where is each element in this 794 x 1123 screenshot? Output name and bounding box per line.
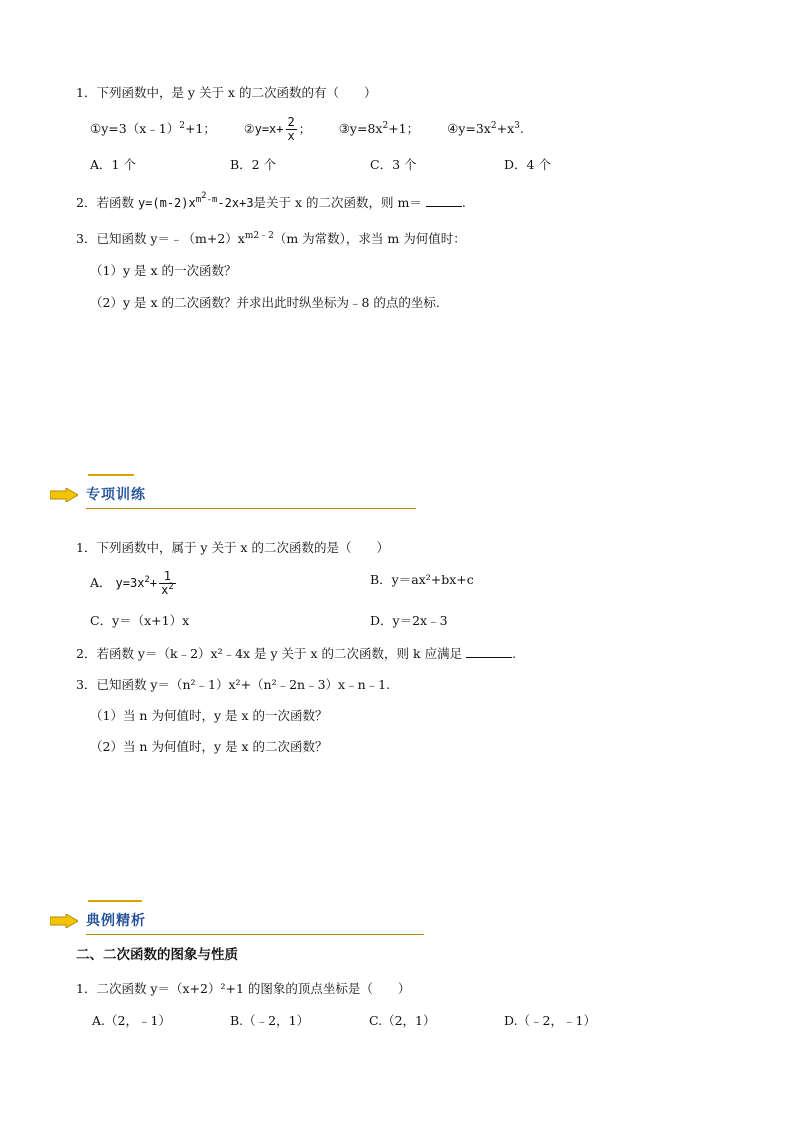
p1-q2-tail: -2x+3 (217, 196, 254, 210)
item-3-b: +1； (388, 121, 420, 136)
p2-q2-answer-blank[interactable] (466, 645, 512, 658)
p2-q1-option-b: B．y＝ax²+bx+c (370, 572, 474, 587)
p2-q1-option-a-fraction (159, 570, 176, 597)
item-1-exp: 2 (179, 120, 185, 131)
p3-q1-option-d: D.（﹣2，﹣1） (504, 1013, 596, 1028)
p1-q2-func: y=(m-2)x (137, 196, 196, 210)
item-1-b: +1； (184, 121, 216, 136)
p1-q2-exp2: 2 (201, 191, 207, 201)
p1-q2-exp3: -m (206, 195, 218, 205)
item-1 (90, 121, 216, 136)
p1-q2-post: 是关于 x 的二次函数，则 m＝ (253, 195, 422, 210)
p2-q1-option-a-exp: 2 (144, 575, 150, 585)
p1-q3-stem-a: 3．已知函数 y＝﹣（m+2）x (76, 231, 245, 246)
p1-q2-function (137, 191, 254, 210)
item-2-b: ； (298, 122, 311, 136)
item-2 (243, 115, 311, 143)
p1-q1-option-a: A．1 个 (90, 157, 136, 172)
section-title-example: 典例精析 (86, 913, 146, 929)
item-3-exp: 2 (382, 120, 389, 131)
section-underline (86, 934, 424, 935)
p3-q1-option-c: C.（2，1） (369, 1013, 436, 1028)
p2-q1-option-a-label: A． (90, 575, 112, 590)
p2-q2 (76, 645, 516, 663)
p3-heading: 二、二次函数的图象与性质 (76, 947, 238, 963)
section-header-example (50, 900, 430, 940)
item-3 (339, 121, 419, 136)
p1-q3-stem (76, 230, 466, 248)
p3-q1-stem: 1．二次函数 y＝（x+2）²+1 的图象的顶点坐标是（ ） (76, 981, 411, 996)
p2-q1-option-a-num: 1 (159, 570, 176, 584)
p2-q1-option-d: D．y＝2x﹣3 (370, 613, 448, 628)
p1-q1-option-b: B．2 个 (230, 157, 277, 172)
p1-q3-stem-b: （m 为常数），求当 m 为何值时： (273, 231, 466, 246)
item-4-exp2: 3 (514, 120, 520, 131)
item-4-a: ④y=3x (447, 121, 491, 136)
p2-q1-option-a-den (159, 584, 176, 597)
arrow-right-icon (50, 488, 78, 502)
section-title-special: 专项训练 (86, 487, 146, 503)
p2-q2-text: 2．若函数 y＝（k﹣2）x²﹣4x 是 y 关于 x 的二次函数，则 k 应满足 (76, 646, 463, 661)
item-3-a: ③y=8x (338, 121, 383, 136)
p2-q1-option-c: C．y＝（x+1）x (90, 613, 190, 628)
p1-q1-option-d: D．4 个 (504, 157, 551, 172)
p2-q1-stem: 1．下列函数中，属于 y 关于 x 的二次函数的是（ ） (76, 540, 389, 555)
p2-q1-option-a-den-exp: 2 (168, 582, 174, 592)
item-4-b: +x (496, 121, 515, 136)
item-4-exp: 2 (490, 120, 497, 131)
p1-q3-exp: m2﹣2 (244, 230, 274, 241)
p1-q1-items (90, 116, 524, 143)
p1-q1-stem: 1．下列函数中，是 y 关于 x 的二次函数的有（ ） (76, 85, 377, 100)
item-2-den: x (287, 129, 295, 143)
item-2-fraction (286, 116, 297, 143)
p1-q3-sub2: （2）y 是 x 的二次函数？并求出此时纵坐标为﹣8 的点的坐标. (90, 295, 440, 310)
p1-q2-answer-blank[interactable] (426, 194, 462, 207)
item-4 (447, 121, 524, 136)
p2-q1-option-a (90, 570, 178, 604)
p1-q3-sub1: （1）y 是 x 的一次函数？ (90, 263, 237, 278)
p2-q3-sub1: （1）当 n 为何值时，y 是 x 的一次函数？ (90, 708, 328, 723)
p1-q2-end: . (461, 195, 466, 210)
section-underline (86, 508, 416, 509)
p1-q1-option-c: C．3 个 (370, 157, 417, 172)
item-4-end: . (519, 121, 524, 136)
item-2-a: ②y=x+ (243, 122, 284, 136)
p2-q2-end: . (512, 646, 517, 661)
p2-q1-option-a-func: y=3x (115, 576, 145, 590)
p2-q3-sub2: （2）当 n 为何值时，y 是 x 的二次函数？ (90, 739, 328, 754)
item-1-a: ①y=3（x﹣1） (90, 121, 180, 136)
section-topline (88, 474, 134, 476)
section-topline (88, 900, 142, 902)
p2-q1-option-a-plus: + (149, 576, 158, 590)
p2-q1-option-a-formula (115, 569, 178, 597)
arrow-right-icon (50, 914, 78, 928)
p2-q3-stem: 3．已知函数 y＝（n²﹣1）x²+（n²﹣2n﹣3）x﹣n﹣1. (76, 677, 391, 692)
p1-q2 (76, 191, 466, 212)
p2-q1-option-a-den-x: x (161, 583, 169, 597)
p3-q1-option-a: A.（2，﹣1） (92, 1013, 171, 1028)
p1-q2-exp: m (195, 195, 202, 205)
p3-q1-option-b: B.（﹣2，1） (230, 1013, 310, 1028)
item-2-num: 2 (287, 115, 295, 129)
p1-q2-pre: 2．若函数 (76, 195, 134, 210)
section-header-special (50, 474, 420, 514)
